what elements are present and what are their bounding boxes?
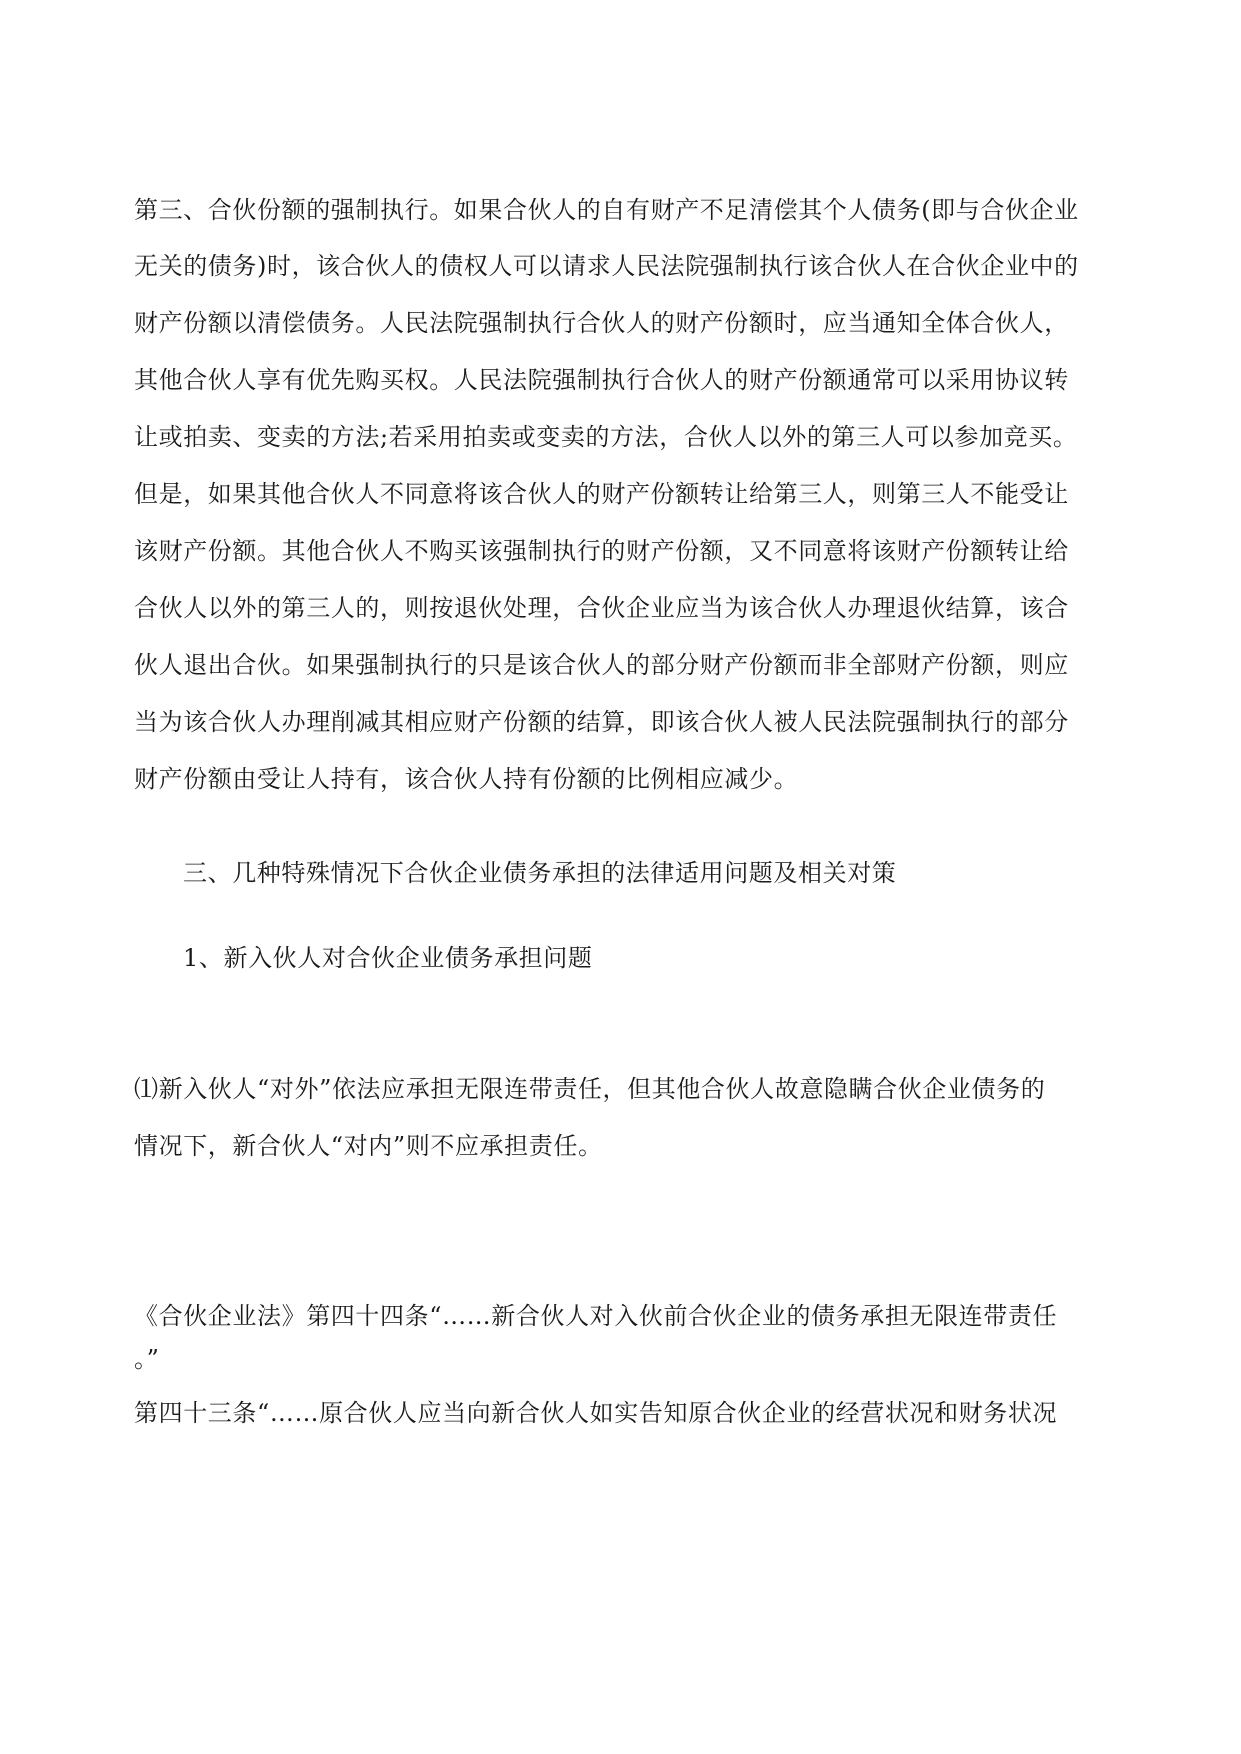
paragraph-line: 第三、合伙份额的强制执行。如果合伙人的自有财产不足清偿其个人债务(即与合伙企业 xyxy=(134,196,1079,224)
paragraph-line: 财产份额以清偿债务。人民法院强制执行合伙人的财产份额时，应当通知全体合伙人， xyxy=(134,309,1069,337)
paragraph-line: 当为该合伙人办理削减其相应财产份额的结算，即该合伙人被人民法院强制执行的部分 xyxy=(134,708,1069,736)
paragraph-line: 财产份额由受让人持有，该合伙人持有份额的比例相应减少。 xyxy=(134,765,799,793)
subsection-heading: 1、新入伙人对合伙企业债务承担问题 xyxy=(183,944,593,972)
paragraph-line: 让或拍卖、变卖的方法;若采用拍卖或变卖的方法，合伙人以外的第三人可以参加竞买。 xyxy=(134,423,1078,451)
paragraph-line: 第四十三条“……原合伙人应当向新合伙人如实告知原合伙企业的经营状况和财务状况 xyxy=(134,1399,1058,1427)
paragraph-line: 情况下，新合伙人“对内”则不应承担责任。 xyxy=(134,1132,603,1160)
paragraph-line: 合伙人以外的第三人的，则按退伙处理，合伙企业应当为该合伙人办理退伙结算，该合 xyxy=(134,594,1069,622)
paragraph-line: 但是，如果其他合伙人不同意将该合伙人的财产份额转让给第三人，则第三人不能受让 xyxy=(134,480,1069,508)
paragraph-line: ⑴新入伙人“对外”依法应承担无限连带责任，但其他合伙人故意隐瞒合伙企业债务的 xyxy=(134,1075,1046,1103)
paragraph-line: 该财产份额。其他合伙人不购买该强制执行的财产份额，又不同意将该财产份额转让给 xyxy=(134,537,1069,565)
paragraph-line: 《合伙企业法》第四十四条“……新合伙人对入伙前合伙企业的债务承担无限连带责任 xyxy=(134,1302,1058,1330)
paragraph-line: 其他合伙人享有优先购买权。人民法院强制执行合伙人的财产份额通常可以采用协议转 xyxy=(134,366,1069,394)
paragraph-line: 。” xyxy=(134,1345,160,1373)
paragraph-line: 无关的债务)时，该合伙人的债权人可以请求人民法院强制执行该合伙人在合伙企业中的 xyxy=(134,252,1079,280)
paragraph-line: 伙人退出合伙。如果强制执行的只是该合伙人的部分财产份额而非全部财产份额，则应 xyxy=(134,651,1069,679)
section-heading: 三、几种特殊情况下合伙企业债务承担的法律适用问题及相关对策 xyxy=(183,859,897,887)
